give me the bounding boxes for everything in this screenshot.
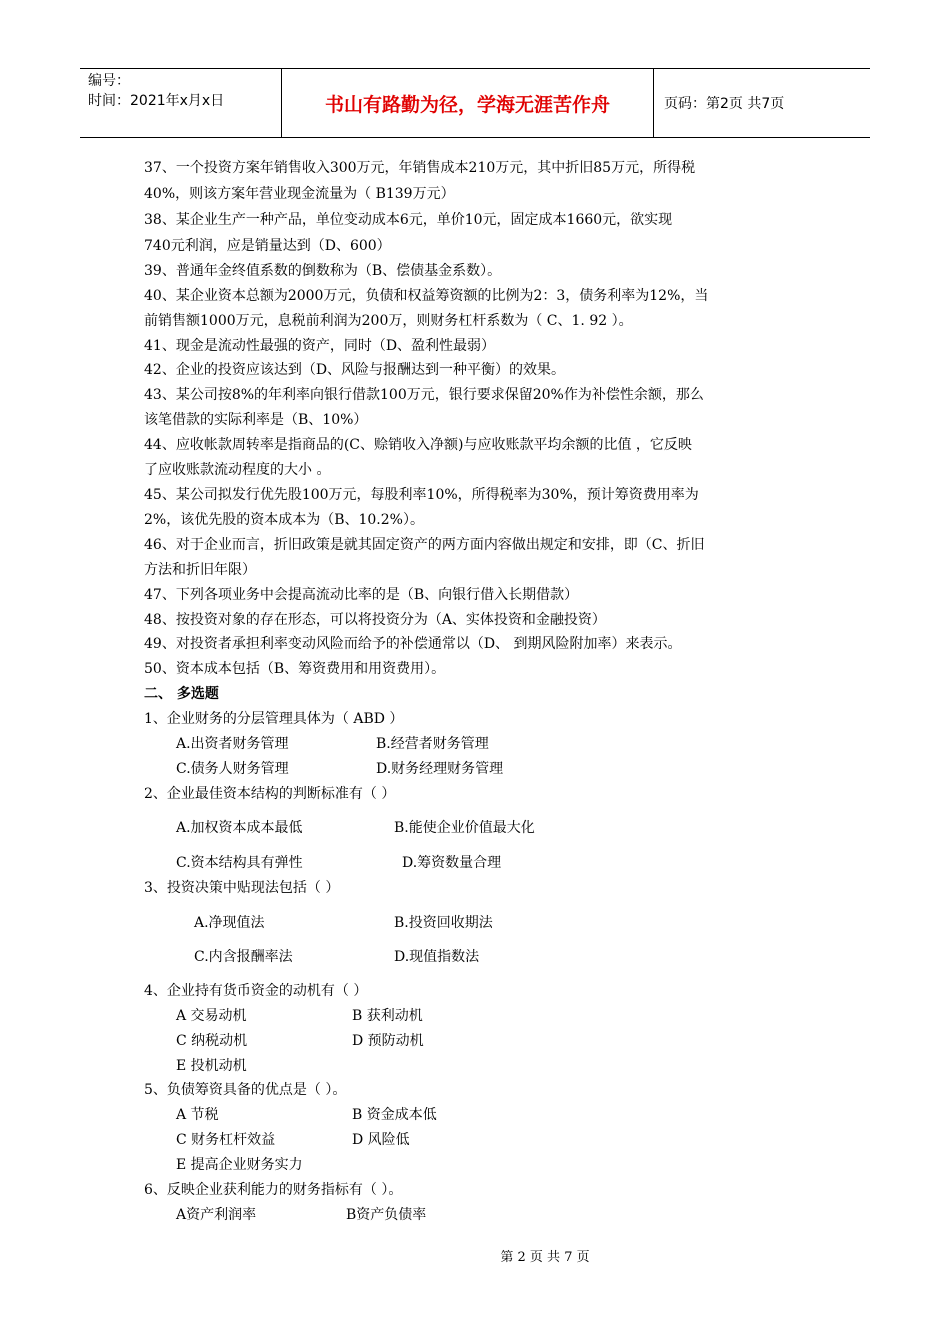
- option: D.现值指数法: [394, 949, 480, 965]
- header-meta: [80, 69, 282, 137]
- option: C.内含报酬率法: [194, 949, 293, 965]
- option: C.债务人财务管理: [176, 761, 289, 777]
- option: E 投机动机: [176, 1058, 247, 1074]
- question-6: 6、反映企业获利能力的财务指标有（ ）。: [144, 1182, 403, 1198]
- option: D 风险低: [352, 1132, 410, 1148]
- option: B.投资回收期法: [394, 915, 493, 931]
- question-4: 4、企业持有货币资金的动机有（ ）: [144, 983, 368, 999]
- section-title: 二、 多选题: [144, 686, 219, 702]
- text-line: 50、资本成本包括（B、筹资费用和用资费用）。: [144, 661, 446, 677]
- header-page-label: 页码：第2页 共7页: [664, 96, 785, 112]
- option: C 财务杠杆效益: [176, 1132, 276, 1148]
- text-line: 44、应收帐款周转率是指商品的(C、赊销收入净额)与应收账款平均余额的比值 ，它反映: [144, 437, 692, 453]
- option: D.筹资数量合理: [402, 855, 502, 871]
- question-3: 3、投资决策中贴现法包括（ ）: [144, 880, 340, 896]
- text-line: 37、一个投资方案年销售收入300万元，年销售成本210万元，其中折旧85万元，所得税: [144, 160, 696, 176]
- option: A资产利润率: [176, 1207, 257, 1223]
- text-line: 41、现金是流动性最强的资产，同时（D、盈利性最弱）: [144, 338, 496, 354]
- option: B 获利动机: [352, 1008, 423, 1024]
- option: C.资本结构具有弹性: [176, 855, 303, 871]
- text-line: 该笔借款的实际利率是（B、10%）: [144, 412, 368, 428]
- option: A 节税: [176, 1107, 219, 1123]
- text-line: 了应收账款流动程度的大小 。: [144, 462, 331, 478]
- text-line: 方法和折旧年限）: [144, 562, 256, 578]
- option: B.能使企业价值最大化: [394, 820, 535, 836]
- page-header: [80, 68, 870, 138]
- text-line: 39、普通年金终值系数的倒数称为（B、偿债基金系数）。: [144, 263, 502, 279]
- option: B资产负债率: [346, 1207, 427, 1223]
- option: E 提高企业财务实力: [176, 1157, 303, 1173]
- text-line: 48、按投资对象的存在形态，可以将投资分为（A、实体投资和金融投资）: [144, 612, 606, 628]
- text-line: 2%，该优先股的资本成本为（B、10.2%）。: [144, 512, 424, 528]
- text-line: 43、某公司按8%的年利率向银行借款100万元，银行要求保留20%作为补偿性余额，那么: [144, 387, 704, 403]
- text-line: 46、对于企业而言，折旧政策是就其固定资产的两方面内容做出规定和安排，即（C、折旧: [144, 537, 705, 553]
- text-line: 40、某企业资本总额为2000万元，负债和权益筹资额的比例为2：3，债务利率为12%，当: [144, 288, 709, 304]
- text-line: 45、某公司拟发行优先股100万元，每股利率10%，所得税率为30%，预计筹资费用率为: [144, 487, 699, 503]
- option: C 纳税动机: [176, 1033, 248, 1049]
- text-line: 38、某企业生产一种产品，单位变动成本6元，单价10元，固定成本1660元，欲实现: [144, 212, 673, 228]
- date-label: 时间：2021年x月x日: [88, 93, 225, 109]
- option: B 资金成本低: [352, 1107, 437, 1123]
- text-line: 740元利润，应是销量达到（D、600）: [144, 238, 391, 254]
- header-motto: 书山有路勤为径，学海无涯苦作舟: [282, 69, 654, 137]
- question-1: 1、企业财务的分层管理具体为（ ABD ）: [144, 711, 404, 727]
- question-2: 2、企业最佳资本结构的判断标准有（ ）: [144, 786, 396, 802]
- option: A.加权资本成本最低: [176, 820, 303, 836]
- option: D 预防动机: [352, 1033, 424, 1049]
- question-5: 5、负债筹资具备的优点是（ ）。: [144, 1082, 347, 1098]
- text-line: 40%，则该方案年营业现金流量为（ B139万元）: [144, 186, 455, 202]
- page-footer: 第 2 页 共 7 页: [500, 1250, 590, 1265]
- text-line: 47、下列各项业务中会提高流动比率的是（B、向银行借入长期借款）: [144, 587, 579, 603]
- text-line: 42、企业的投资应该达到（D、风险与报酬达到一种平衡）的效果。: [144, 362, 566, 378]
- option: A.出资者财务管理: [176, 736, 289, 752]
- option: A 交易动机: [176, 1008, 247, 1024]
- text-line: 前销售额1000万元，息税前利润为200万，则财务杠杆系数为（ C、1. 92 ）。: [144, 313, 633, 329]
- option: B.经营者财务管理: [376, 736, 489, 752]
- text-line: 49、对投资者承担利率变动风险而给予的补偿通常以（D、 到期风险附加率）来表示。: [144, 636, 682, 652]
- option: A.净现值法: [194, 915, 265, 931]
- option: D.财务经理财务管理: [376, 761, 504, 777]
- number-label: 编号：: [88, 73, 130, 89]
